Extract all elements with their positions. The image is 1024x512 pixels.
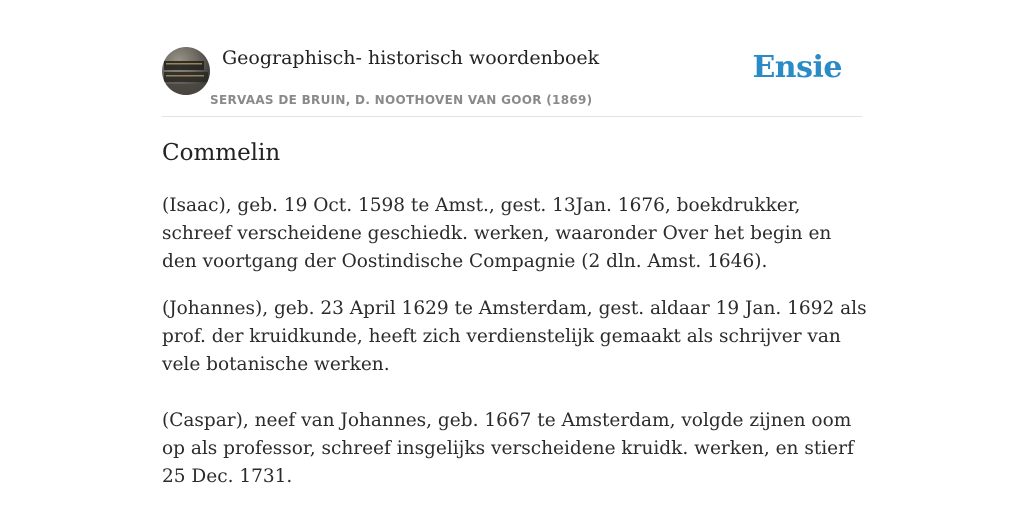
entry-paragraph: (Johannes), geb. 23 April 1629 te Amsterdam, gest. aldaar 19 Jan. 1692 als prof. der kruidkunde, heeft zich verdienstelijk gemaakt als schrijver van vele botanische werken. bbox=[162, 298, 867, 375]
entry-title: Commelin bbox=[162, 140, 281, 166]
ensie-logo[interactable]: Ensie bbox=[752, 50, 842, 85]
book-cover-icon[interactable] bbox=[162, 47, 210, 95]
entry-paragraph: (Caspar), neef van Johannes, geb. 1667 te Amsterdam, volgde zijnen oom op als professor, schreef insgelijks verscheidene kruidk. werken, en stierf 25 Dec. 1731. bbox=[162, 410, 854, 487]
book-header bbox=[162, 46, 862, 117]
book-title-link[interactable]: Geographisch- historisch woordenboek bbox=[222, 47, 600, 69]
book-authors: SERVAAS DE BRUIN, D. NOOTHOVEN VAN GOOR (1869) bbox=[210, 93, 593, 107]
entry-paragraph: (Isaac), geb. 19 Oct. 1598 te Amst., gest. 13Jan. 1676, boekdrukker, schreef verscheidene geschiedk. werken, waaronder Over het begin en den voortgang der Oostindische Compagnie (2 dln. Amst. 1646). bbox=[162, 195, 832, 272]
